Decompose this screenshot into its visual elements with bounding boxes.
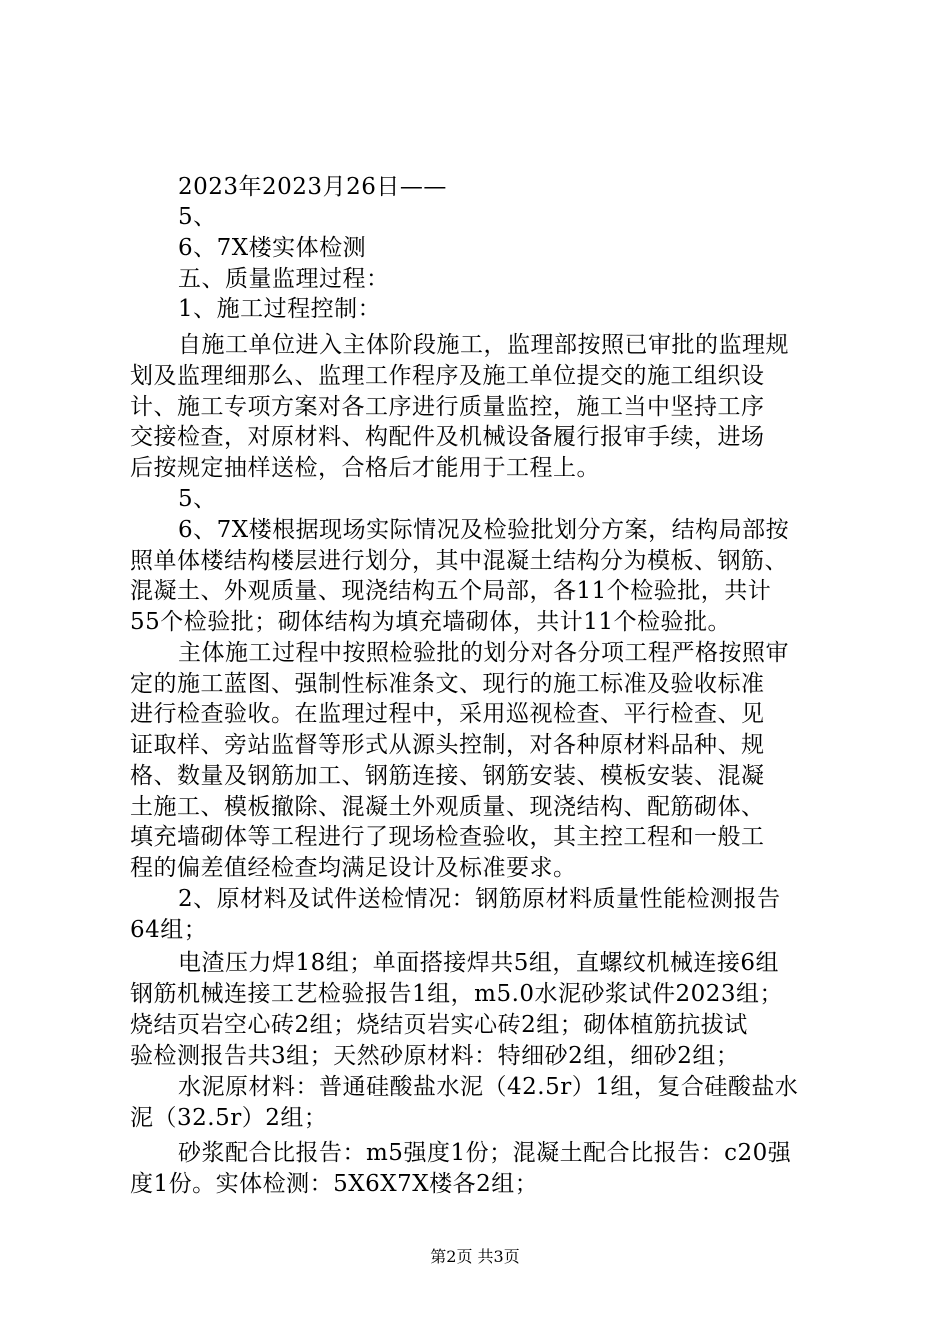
text-line: 照单体楼结构楼层进行划分，其中混凝土结构分为模板、钢筋、 (130, 548, 788, 574)
text-line: 砂浆配合比报告：m5强度1份；混凝土配合比报告：c20强 (178, 1140, 792, 1166)
text-line: 程的偏差值经检查均满足设计及标准要求。 (130, 855, 577, 881)
text-line: 烧结页岩空心砖2组；烧结页岩实心砖2组；砌体植筋抗拔试 (130, 1012, 748, 1038)
text-line: 电渣压力焊18组；单面搭接焊共5组，直螺纹机械连接6组 (178, 950, 780, 976)
text-line: 计、施工专项方案对各工序进行质量监控，施工当中坚持工序 (130, 394, 765, 420)
text-line: 划及监理细那么、监理工作程序及施工单位提交的施工组织设 (130, 363, 765, 389)
page-footer: 第2页 共3页 (430, 1247, 520, 1266)
text-line: 填充墙砌体等工程进行了现场检查验收，其主控工程和一般工 (130, 824, 765, 850)
text-line: 定的施工蓝图、强制性标准条文、现行的施工标准及验收标准 (130, 671, 765, 697)
text-line: 土施工、模板撤除、混凝土外观质量、现浇结构、配筋砌体、 (130, 794, 765, 820)
text-line: 格、数量及钢筋加工、钢筋连接、钢筋安装、模板安装、混凝 (130, 763, 765, 789)
text-line: 度1份。实体检测：5X6X7X楼各2组； (130, 1171, 539, 1197)
text-line: 55个检验批；砌体结构为填充墙砌体，共计11个检验批。 (130, 609, 732, 635)
text-line: 证取样、旁站监督等形式从源头控制，对各种原材料品种、规 (130, 732, 765, 758)
text-line: 进行检查验收。在监理过程中，采用巡视检查、平行检查、见 (130, 701, 765, 727)
text-line: 钢筋机械连接工艺检验报告1组，m5.0水泥砂浆试件2023组； (130, 981, 784, 1007)
text-line: 自施工单位进入主体阶段施工，监理部按照已审批的监理规 (178, 332, 789, 358)
text-line: 验检测报告共3组；天然砂原材料：特细砂2组，细砂2组； (130, 1043, 740, 1069)
text-line: 5、 (178, 486, 217, 512)
text-line: 泥（32.5r）2组； (130, 1105, 328, 1131)
text-line: 64组； (130, 917, 208, 943)
text-line: 2、原材料及试件送检情况：钢筋原材料质量性能检测报告 (178, 886, 781, 912)
text-line: 后按规定抽样送检，合格后才能用于工程上。 (130, 455, 600, 481)
text-line: 水泥原材料：普通硅酸盐水泥（42.5r）1组，复合硅酸盐水 (178, 1074, 799, 1100)
text-line: 五、质量监理过程： (178, 266, 390, 292)
text-line: 5、 (178, 204, 217, 230)
text-line: 主体施工过程中按照检验批的划分对各分项工程严格按照审 (178, 640, 789, 666)
text-line: 6、7X楼根据现场实际情况及检验批划分方案，结构局部按 (178, 517, 790, 543)
text-line: 1、施工过程控制： (178, 296, 382, 322)
text-line: 6、7X楼实体检测 (178, 235, 367, 261)
text-line: 混凝土、外观质量、现浇结构五个局部，各11个检验批，共计 (130, 578, 772, 604)
text-line: 交接检查，对原材料、构配件及机械设备履行报审手续，进场 (130, 424, 765, 450)
text-line: 2023年2023月26日—— (178, 174, 447, 200)
